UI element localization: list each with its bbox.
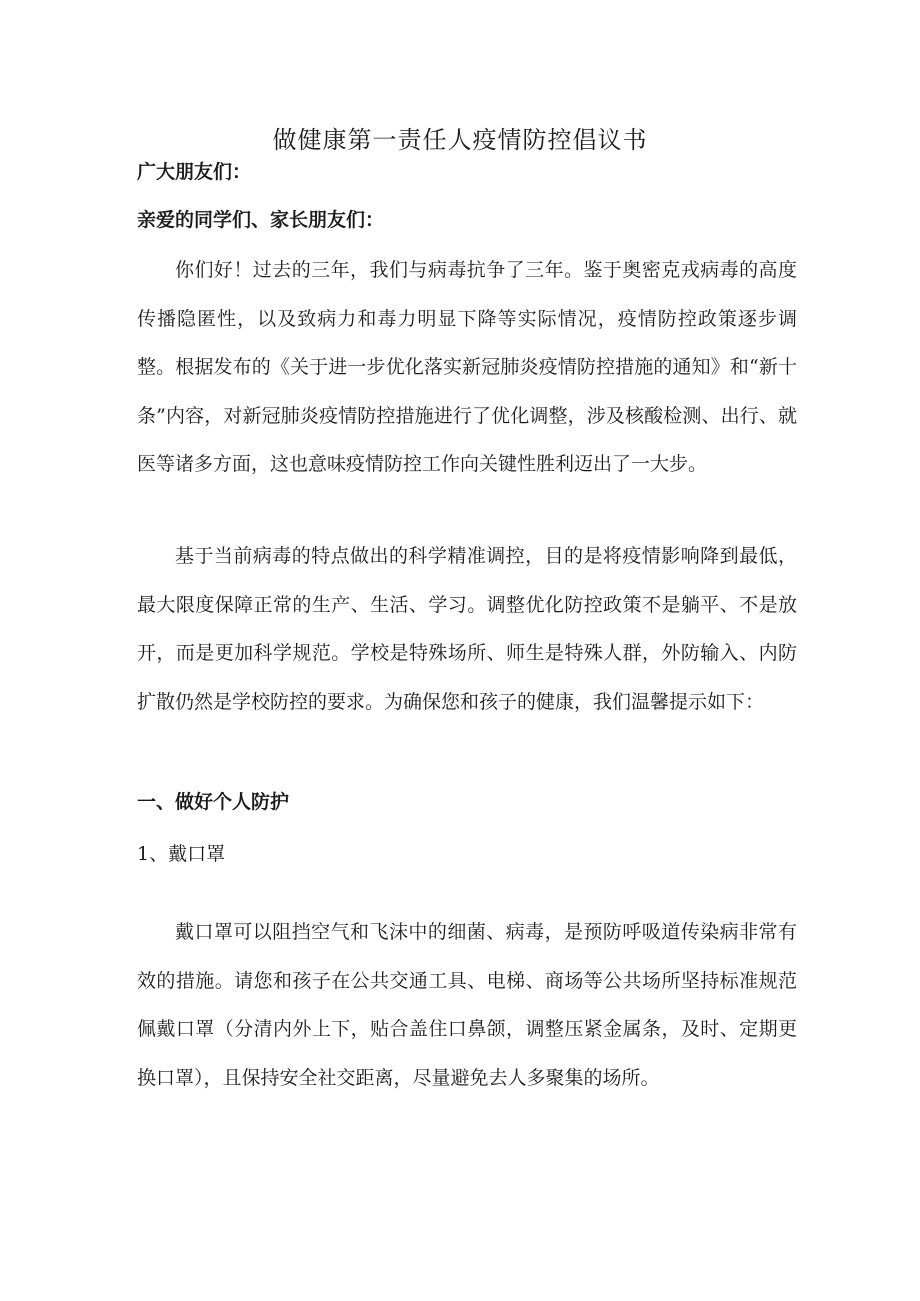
section-heading-personal-protection: 一、做好个人防护 (137, 791, 290, 813)
document-title: 做健康第一责任人疫情防控倡议书 (272, 126, 648, 155)
policy-paragraph: 基于当前病毒的特点做出的科学精准调控，目的是将疫情影响降到最低，最大限度保障正常的生产、生活、学习。调整优化防控政策不是躺平、不是放开，而是更加科学规范。学校是特殊场所、师生是特殊人群，外防输入、内防扩散仍然是学校防控的要求。为确保您和孩子的健康，我们温馨提示如下： (137, 545, 797, 713)
greeting-students-parents: 亲爱的同学们、家长朋友们： (137, 209, 385, 231)
mask-paragraph: 戴口罩可以阻挡空气和飞沫中的细菌、病毒，是预防呼吸道传染病非常有效的措施。请您和孩子在公共交通工具、电梯、商场等公共场所坚持标准规范佩戴口罩（分清内外上下，贴合盖住口鼻颌，调整压紧金属条，及时、定期更换口罩），且保持安全社交距离，尽量避免去人多聚集的场所。 (137, 921, 797, 1089)
intro-paragraph: 你们好！过去的三年，我们与病毒抗争了三年。鉴于奥密克戎病毒的高度传播隐匿性，以及致病力和毒力明显下降等实际情况，疫情防控政策逐步调整。根据发布的《关于进一步优化落实新冠肺炎疫情防控措施的通知》和“新十条”内容，对新冠肺炎疫情防控措施进行了优化调整，涉及核酸检测、出行、就医等诸多方面，这也意味疫情防控工作向关键性胜利迈出了一大步。 (137, 259, 797, 475)
greeting-general: 广大朋友们： (137, 161, 252, 183)
subheading-wear-mask: 1、戴口罩 (137, 843, 226, 865)
